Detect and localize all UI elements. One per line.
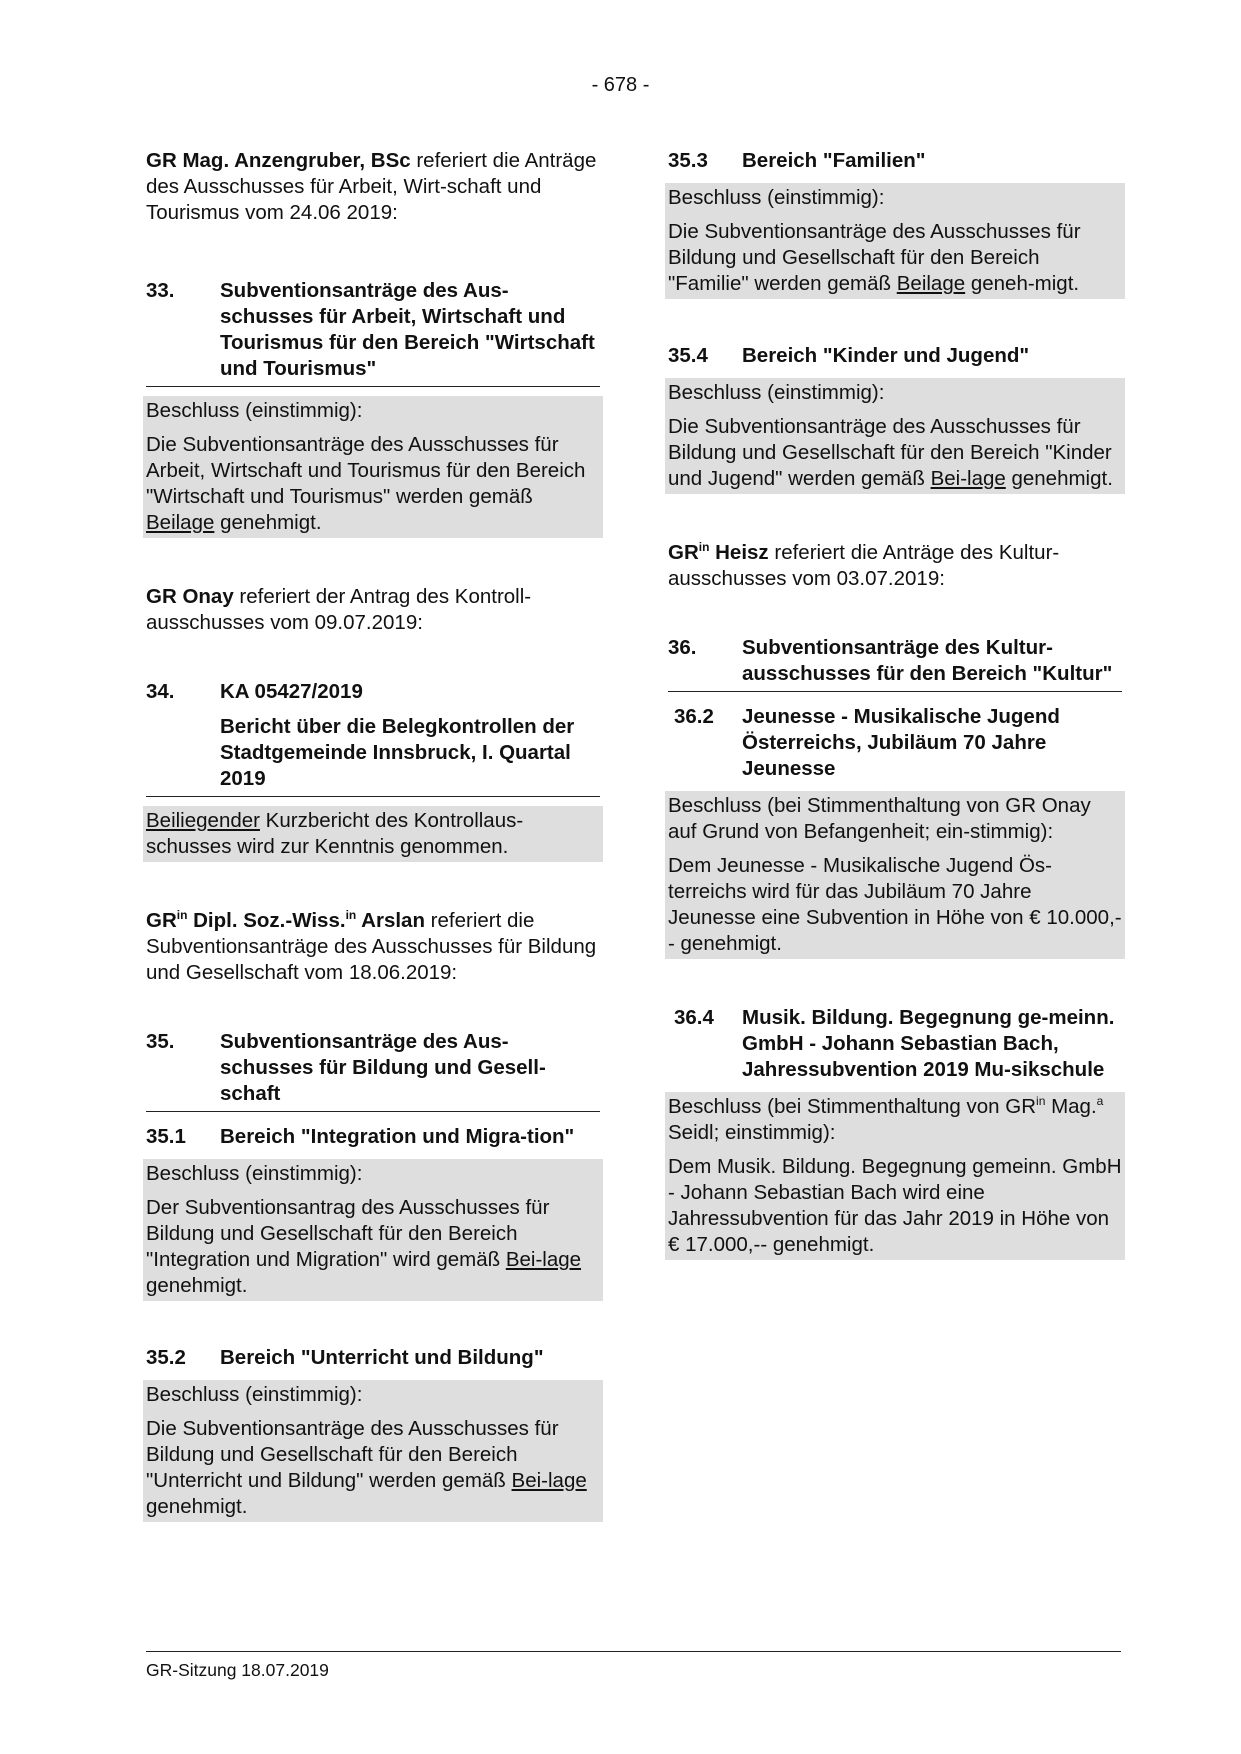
item-title: Subventionsanträge des Aus-schusses für Bildung und Gesell-schaft [220, 1030, 546, 1105]
decision-box-36-4 [665, 1092, 1125, 1260]
heading-36 [668, 635, 1122, 692]
decision-box-33 [143, 396, 603, 538]
decision-label: Beschluss (einstimmig): [146, 399, 363, 422]
intro-heisz: $GR^{in}$ Heisz referiert die Anträge des Kultur-ausschusses vom 03.07.2019: [668, 540, 1060, 590]
decision-text: Dem Musik. Bildung. Begegnung gemeinn. GmbH - Johann Sebastian Bach wird eine Jahressubvention für das Jahr 2019 in Höhe von € 17.000,-- genehmigt. [668, 1155, 1122, 1256]
item-number: 35.3 [668, 149, 708, 172]
item-title: Bereich "Integration und Migra-tion" [220, 1125, 575, 1148]
item-title: Bereich "Kinder und Jugend" [742, 344, 1030, 367]
item-title: Musik. Bildung. Begegnung ge-meinn. GmbH - Johann Sebastian Bach, Jahressubvention 2019 Mu-sikschule [742, 1006, 1115, 1081]
intro-onay [146, 584, 600, 636]
decision-box-35-3 [665, 183, 1125, 299]
decision-box-35-4 [665, 378, 1125, 494]
item-number: 35.1 [146, 1125, 186, 1148]
beilage-link[interactable]: Bei-lage [930, 467, 1006, 490]
beilage-link[interactable]: Beilage [146, 511, 215, 534]
intro-arslan: $GR^{in}$ Dipl. Soz.-Wiss.$^{in}$ Arslan referiert die Subventionsanträge des Ausschusses für Bildung und Gesellschaft vom 18.06.2019: [146, 908, 597, 984]
item-code: KA 05427/2019 [220, 680, 363, 703]
decision-box-35-1 [143, 1159, 603, 1301]
decision-box-35-2 [143, 1380, 603, 1522]
item-title: Jeunesse - Musikalische Jugend Österreichs, Jubiläum 70 Jahre Jeunesse [742, 705, 1060, 780]
left-column [146, 148, 600, 1522]
intro-text: referiert die Anträge des Ausschusses für Arbeit, Wirt-schaft und Tourismus vom 24.06 2019: [146, 149, 597, 224]
decision-label: Beschluss (einstimmig): [146, 1162, 363, 1185]
item-title: Subventionsanträge des Kultur-ausschusses für den Bereich "Kultur" [742, 636, 1113, 685]
heading-36-2 [668, 704, 1122, 782]
heading-35-3 [668, 148, 1122, 174]
intro-anzengruber [146, 148, 600, 226]
beilage-link[interactable]: Beilage [896, 272, 966, 295]
item-number: 35.4 [668, 344, 708, 367]
decision-text: Die Subventionsanträge des Ausschusses für Bildung und Gesellschaft für den Bereich "Familie" werden gemäß Beilage geneh-migt. [668, 220, 1081, 295]
intro-text: referiert der Antrag des Kontroll-ausschusses vom 09.07.2019: [146, 585, 532, 634]
heading-35-1 [146, 1124, 600, 1150]
decision-text: Der Subventionsantrag des Ausschusses für Bildung und Gesellschaft für den Bereich "Integration und Migration" wird gemäß Bei-lage genehmigt. [146, 1196, 582, 1297]
item-number: 36. [668, 636, 697, 659]
footer-text: GR-Sitzung 18.07.2019 [146, 1660, 329, 1680]
decision-text: Die Subventionsanträge des Ausschusses für Bildung und Gesellschaft für den Bereich "Kinder und Jugend" werden gemäß Bei-lage genehmigt. [668, 415, 1113, 490]
decision-text: Dem Jeunesse - Musikalische Jugend Ös-terreichs wird für das Jubiläum 70 Jahre Jeunesse eine Subvention in Höhe von € 10.000,-- genehmigt. [668, 854, 1122, 955]
item-title: Bereich "Unterricht und Bildung" [220, 1346, 544, 1369]
intro-text: referiert die Subventionsanträge des Ausschusses für Bildung und Gesellschaft vom 18.06.2019: [146, 909, 597, 984]
item-number: 36.2 [674, 705, 714, 728]
intro-text: referiert die Anträge des Kultur-ausschusses vom 03.07.2019: [668, 541, 1060, 590]
decision-text: Die Subventionsanträge des Ausschusses für Bildung und Gesellschaft für den Bereich "Unterricht und Bildung" werden gemäß Bei-lage genehmigt. [146, 1417, 587, 1518]
decision-label: Beschluss (bei Stimmenthaltung von GR Onay auf Grund von Befangenheit; ein-stimmig): [668, 794, 1091, 843]
item-title: Subventionsanträge des Aus-schusses für Arbeit, Wirtschaft und Tourismus für den Bereich "Wirtschaft und Tourismus" [220, 279, 595, 380]
decision-box-36-2 [665, 791, 1125, 959]
speaker-name: GR Mag. Anzengruber, BSc [146, 149, 411, 172]
footer-divider [146, 1651, 1121, 1652]
heading-36-4 [668, 1005, 1122, 1083]
item-title: Bericht über die Belegkontrollen der Stadtgemeinde Innsbruck, I. Quartal 2019 [220, 715, 575, 790]
decision-text: Die Subventionsanträge des Ausschusses für Arbeit, Wirtschaft und Tourismus für den Bereich "Wirtschaft und Tourismus" werden gemäß Beilage genehmigt. [146, 433, 586, 534]
page-number: - 678 - [591, 74, 650, 96]
beilage-link[interactable]: Bei-lage [511, 1469, 587, 1492]
beiliegender-link[interactable]: Beiliegender [146, 809, 260, 832]
item-number: 35.2 [146, 1346, 186, 1369]
item-title: Bereich "Familien" [742, 149, 926, 172]
heading-35-2 [146, 1345, 600, 1371]
item-number: 34. [146, 680, 175, 703]
decision-text: Beiliegender Kurzbericht des Kontrollaus-schusses wird zur Kenntnis genommen. [146, 809, 524, 858]
decision-label: Beschluss (bei Stimmenthaltung von $GR^{in}$ Mag.$^a$ Seidl; einstimmig): [668, 1094, 1104, 1144]
decision-label: Beschluss (einstimmig): [668, 381, 885, 404]
heading-35 [146, 1029, 600, 1112]
item-number: 33. [146, 279, 175, 302]
beilage-link[interactable]: Bei-lage [505, 1248, 582, 1271]
item-number: 36.4 [674, 1006, 714, 1029]
decision-label: Beschluss (einstimmig): [668, 186, 885, 209]
item-number: 35. [146, 1030, 175, 1053]
right-column [668, 148, 1122, 1260]
heading-34 [146, 679, 600, 797]
decision-box-34 [143, 806, 603, 862]
heading-35-4 [668, 343, 1122, 369]
speaker-name: GR Onay [146, 585, 234, 608]
decision-label: Beschluss (einstimmig): [146, 1383, 363, 1406]
heading-33 [146, 278, 600, 387]
